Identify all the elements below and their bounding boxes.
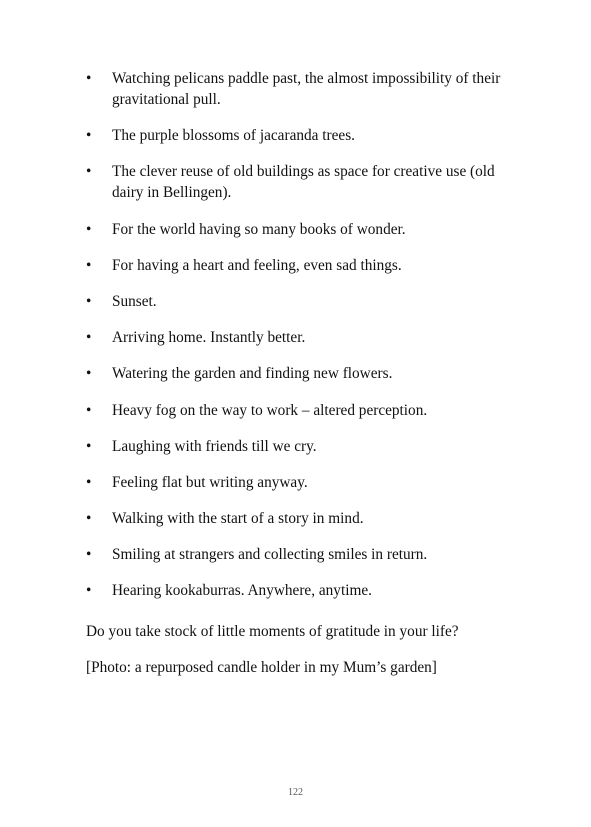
list-item [86,363,516,384]
list-item [86,544,516,565]
list-item [86,400,516,421]
list-item [86,436,516,457]
list-item-text: Watering the garden and finding new flowers. [112,365,393,383]
list-item-text: Laughing with friends till we cry. [112,437,317,455]
bullet-icon: • [86,510,92,528]
list-item [86,161,516,203]
list-item [86,472,516,493]
bullet-icon: • [86,292,92,310]
list-item-text: The purple blossoms of jacaranda trees. [112,127,355,145]
list-item [86,327,516,348]
list-item-text: Watching pelicans paddle past, the almost impossibility of their gravitational pull. [112,70,501,108]
bullet-icon: • [86,473,92,491]
bullet-icon: • [86,256,92,274]
bullet-icon: • [86,220,92,238]
list-item-text: Hearing kookaburras. Anywhere, anytime. [112,582,372,600]
list-item [86,580,516,601]
list-item-text: Sunset. [112,292,157,310]
list-item-text: Walking with the start of a story in mind. [112,510,364,528]
bullet-icon: • [86,329,92,347]
bullet-icon: • [86,365,92,383]
list-item-text: For having a heart and feeling, even sad things. [112,256,402,274]
closing-question: Do you take stock of little moments of gratitude in your life? [86,623,459,640]
bullet-icon: • [86,546,92,564]
list-item-text: Heavy fog on the way to work – altered perception. [112,401,428,419]
list-item-text: Feeling flat but writing anyway. [112,473,308,491]
list-item [86,255,516,276]
list-item [86,508,516,529]
list-item-text: Smiling at strangers and collecting smiles in return. [112,546,428,564]
bullet-icon: • [86,582,92,600]
gratitude-list [86,68,516,617]
list-item-text: For the world having so many books of wonder. [112,220,406,238]
bullet-icon: • [86,163,92,181]
list-item-text: Arriving home. Instantly better. [112,329,306,347]
bullet-icon: • [86,70,92,87]
list-item-text: The clever reuse of old buildings as space for creative use (old dairy in Bellingen). [112,163,495,202]
list-item [86,219,516,240]
list-item [86,68,516,110]
bullet-icon: • [86,401,92,419]
bullet-icon: • [86,127,92,145]
list-item [86,291,516,312]
photo-caption: [Photo: a repurposed candle holder in my Mum’s garden] [86,659,437,676]
bullet-icon: • [86,437,92,455]
page-number: 122 [288,787,303,798]
list-item [86,125,516,146]
